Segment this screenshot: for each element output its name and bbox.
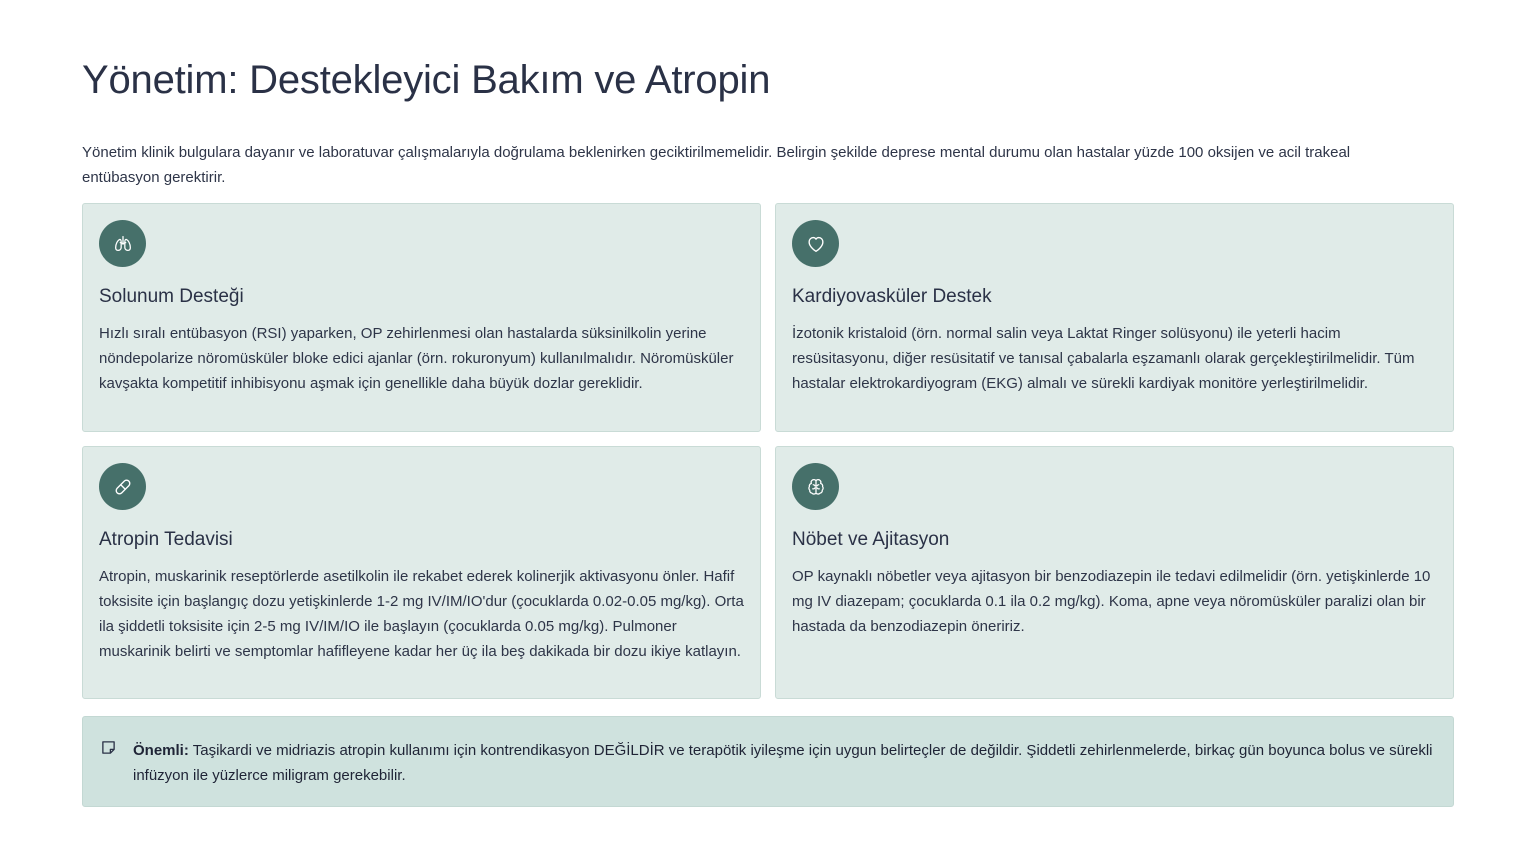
card-title: Kardiyovasküler Destek bbox=[792, 286, 992, 307]
brain-icon bbox=[805, 476, 827, 498]
card-body: İzotonik kristaloid (örn. normal salin veya Laktat Ringer solüsyonu) ile yeterli hacim resüsitasyonu, diğer resüsitatif ve tanısal çabalarla eşzamanlı olarak gerçekleştirilmelidir. Tüm hastalar elektrokardiyogram (EKG) almalı ve sürekli kardiyak monitöre yerleştirilmelidir. bbox=[792, 325, 1415, 392]
card-title: Nöbet ve Ajitasyon bbox=[792, 529, 950, 550]
card-body: OP kaynaklı nöbetler veya ajitasyon bir benzodiazepin ile tedavi edilmelidir (örn. yetişkinlerde 10 mg IV diazepam; çocuklarda 0.1 ila 0.2 mg/kg). Koma, apne veya nöromüsküler paralizi olan bir hastada da benzodiazepin öneririz. bbox=[792, 568, 1431, 635]
page-title: Yönetim: Destekleyici Bakım ve Atropin bbox=[82, 58, 771, 102]
card-icon-badge bbox=[792, 220, 839, 267]
note-label: Önemli: bbox=[133, 742, 189, 759]
lungs-icon bbox=[112, 233, 134, 255]
card-seizure-agitation bbox=[775, 446, 1454, 699]
note-content: Taşikardi ve midriazis atropin kullanımı için kontrendikasyon DEĞİLDİR ve terapötik iyileşme için uygun belirteçler de değildir. Şiddetli zehirlenmelerde, birkaç gün boyunca bolus ve sürekli infüzyon ile yüzlerce miligram gerekebilir. bbox=[133, 742, 1433, 784]
intro-paragraph: Yönetim klinik bulgulara dayanır ve laboratuvar çalışmalarıyla doğrulama beklenirken geciktirilmemelidir. Belirgin şekilde deprese mental durumu olan hastalar yüzde 100 oksijen ve acil trakeal entübasyon gerektirir. bbox=[82, 144, 1351, 186]
card-respiratory-support bbox=[82, 203, 761, 432]
card-icon-badge bbox=[99, 463, 146, 510]
note-text bbox=[133, 738, 1433, 788]
card-grid bbox=[82, 203, 1454, 699]
card-title: Atropin Tedavisi bbox=[99, 529, 233, 550]
card-atropine-therapy bbox=[82, 446, 761, 699]
note-icon bbox=[101, 740, 116, 755]
card-icon-badge bbox=[99, 220, 146, 267]
heart-icon bbox=[805, 233, 827, 255]
card-title: Solunum Desteği bbox=[99, 286, 244, 307]
card-body: Hızlı sıralı entübasyon (RSI) yaparken, OP zehirlenmesi olan hastalarda süksinilkolin yerine nöndepolarize nöromüsküler bloke edici ajanlar (örn. rokuronyum) kullanılmalıdır. Nöromüsküler kavşakta kompetitif inhibisyonu aşmak için genellikle daha büyük dozlar gereklidir. bbox=[99, 325, 734, 392]
pill-icon bbox=[112, 476, 134, 498]
card-cardiovascular-support bbox=[775, 203, 1454, 432]
card-icon-badge bbox=[792, 463, 839, 510]
card-body: Atropin, muskarinik reseptörlerde asetilkolin ile rekabet ederek kolinerjik aktivasyonu önler. Hafif toksisite için başlangıç dozu yetişkinlerde 1-2 mg IV/IM/IO'dur (çocuklarda 0.02-0.05 mg/kg). Orta ila şiddetli toksisite için 2-5 mg IV/IM/IO ile başlayın (çocuklarda 0.05 mg/kg). Pulmoner muskarinik belirti ve semptomlar hafifleyene kadar her üç ila beş dakikada bir dozu ikiye katlayın. bbox=[99, 568, 744, 660]
important-note bbox=[82, 716, 1454, 807]
